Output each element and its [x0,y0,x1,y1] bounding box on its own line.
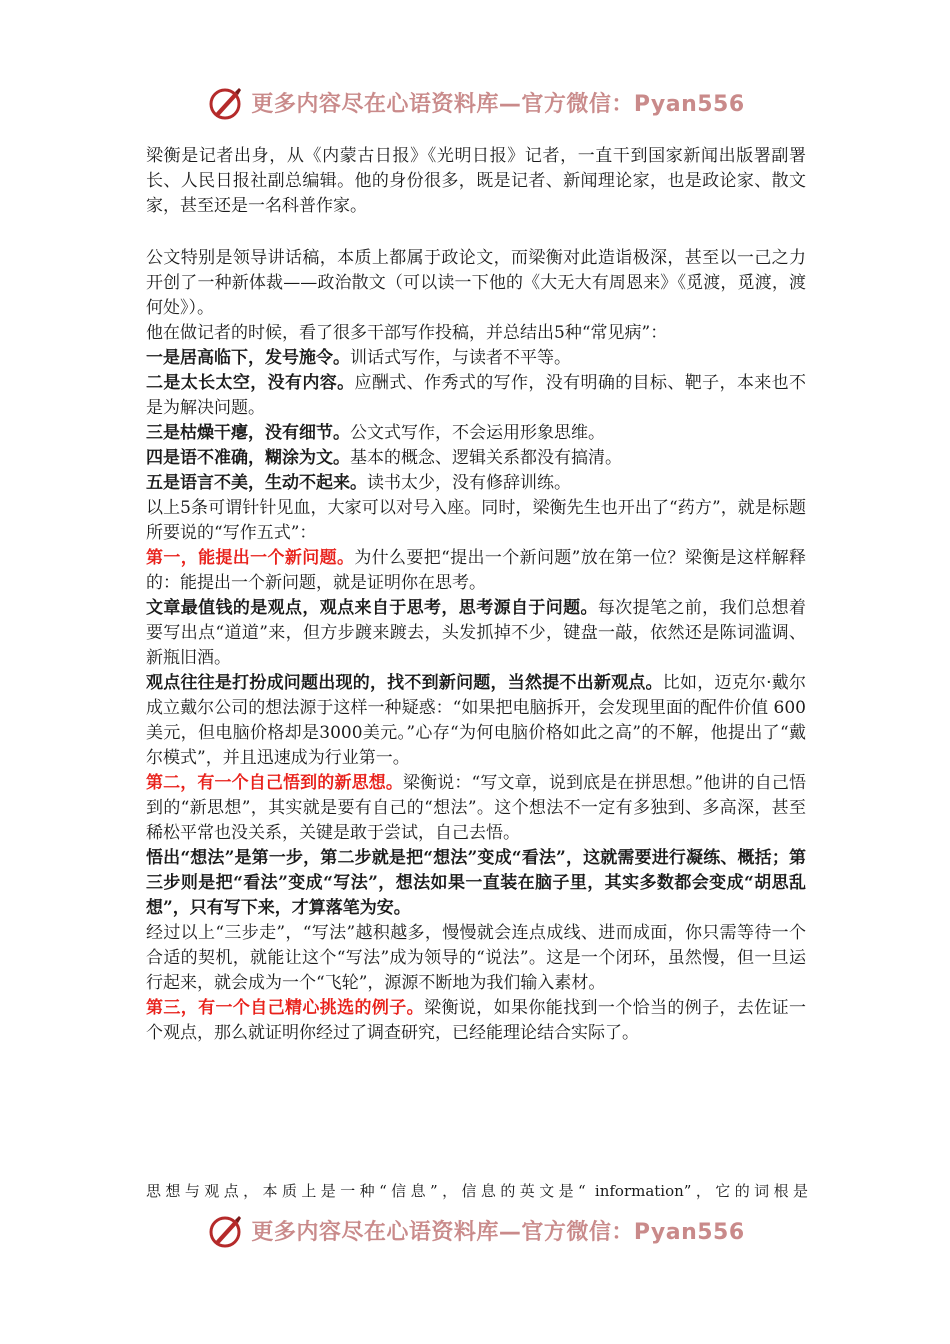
continued-paragraph: 思想与观点，本质上是一种“信息”，信息的英文是“ information”，它的词根是 [146,1182,808,1200]
step-2-text: 梁衡说：“写文章，说到底是在拼思想。”他讲的自己悟到的“新思想”，其实就是要有自己的“想法”。这个想法不一定有多独到、多高深，甚至稀松平常也没关系，关键是敢于尝试，自己去悟。 [146,773,806,843]
step-1-example-bold: 观点往往是打扮成问题出现的，找不到新问题，当然提不出新观点。 [146,673,663,693]
step-1 [146,546,806,596]
common-ills-intro: 他在做记者的时候，看了很多干部写作投稿，并总结出5种“常见病”： [146,323,668,343]
genre-paragraph: 公文特别是领导讲话稿，本质上都属于政论文，而梁衡对此造诣极深，甚至以一己之力开创了一种新体裁——政治散文（可以读一下他的《大无大有周恩来》《觅渡，觅渡，渡何处》）。 [146,248,806,318]
step-1-detail-text: 每次提笔之前，我们总想着要写出点“道道”来，但方步踱来踱去，头发抓掉不少，键盘一敲，依然还是陈词滥调、新瓶旧酒。 [146,598,807,668]
ill-2-text: 应酬式、作秀式的写作，没有明确的目标、靶子，本来也不是为解决问题。 [146,373,807,418]
step-3-text: 梁衡说，如果你能找到一个恰当的例子，去佐证一个观点，那么就证明你经过了调查研究，已经能理论结合实际了。 [146,998,807,1043]
ill-item-2 [146,371,806,421]
ill-5-heading: 五是语言不美，生动不起来。 [146,473,367,493]
footer-watermark [0,1208,950,1252]
ill-3-heading: 三是枯燥干瘪，没有细节。 [146,423,350,443]
intro-paragraph: 梁衡是记者出身，从《内蒙古日报》《光明日报》记者，一直干到国家新闻出版署副署长、人民日报社副总编辑。他的身份很多，既是记者、新闻理论家，也是政论家、散文家，甚至还是一名科普作家。 [146,146,806,216]
step-1-detail [146,596,806,671]
pen-circle-logo-icon [205,82,245,122]
watermark-text: 更多内容尽在心语资料库—官方微信：Pyan556 [251,91,745,117]
step-2-heading: 第二，有一个自己悟到的新思想。 [146,773,403,793]
step-3 [146,996,806,1046]
pen-circle-logo-icon [205,1210,245,1250]
step-2-loop: 经过以上“三步走”，“写法”越积越多，慢慢就会连点成线、进而成面，你只需等待一个合适的契机，就能让这个“写法”成为领导的“说法”。这是一个闭环，虽然慢，但一旦运行起来，就会成为一个“飞轮”，源源不断地为我们输入素材。 [146,923,806,993]
article-body [146,144,806,1046]
watermark-group-bottom [205,1210,744,1250]
step-3-heading: 第三，有一个自己精心挑选的例子。 [146,998,425,1018]
ill-item-1 [146,346,806,371]
watermark-group [205,82,744,122]
step-1-heading: 第一，能提出一个新问题。 [146,548,355,568]
step-1-example [146,671,806,771]
step-1-text: 为什么要把“提出一个新问题”放在第一位？梁衡是这样解释的：能提出一个新问题，就是证明你在思考。 [146,548,807,593]
prescription-intro: 以上5条可谓针针见血，大家可以对号入座。同时，梁衡先生也开出了“药方”，就是标题所要说的“写作五式”： [146,498,806,543]
ill-4-heading: 四是语不准确，糊涂为文。 [146,448,350,468]
ill-item-5 [146,471,806,496]
step-2 [146,771,806,846]
step-2-detail-bold: 悟出“想法”是第一步，第二步就是把“想法”变成“看法”，这就需要进行凝练、概括；第三步则是把“看法”变成“写法”，想法如果一直装在脑子里，其实多数都会变成“胡思乱想”，只有写下来，才算落笔为安。 [146,848,806,918]
ill-1-text: 训话式写作，与读者不平等。 [350,348,571,368]
ill-2-heading: 二是太长太空，没有内容。 [146,373,355,393]
ill-5-text: 读书太少，没有修辞训练。 [367,473,571,493]
ill-item-4 [146,446,806,471]
step-1-detail-bold: 文章最值钱的是观点，观点来自于思考，思考源自于问题。 [146,598,598,618]
watermark-text-bottom: 更多内容尽在心语资料库—官方微信：Pyan556 [251,1219,745,1245]
step-1-example-text: 比如，迈克尔·戴尔成立戴尔公司的想法源于这样一种疑惑：“如果把电脑拆开，会发现里面的配件价值 600美元，但电脑价格却是3000美元。”心存“为何电脑价格如此之高”的不解，他提出了“戴尔模式”，并且迅速成为行业第一。 [146,673,807,768]
header-watermark [0,80,950,124]
step-2-detail [146,846,806,921]
ill-item-3 [146,421,806,446]
ill-1-heading: 一是居高临下，发号施令。 [146,348,350,368]
ill-3-text: 公文式写作，不会运用形象思维。 [350,423,605,443]
ill-4-text: 基本的概念、逻辑关系都没有搞清。 [350,448,622,468]
